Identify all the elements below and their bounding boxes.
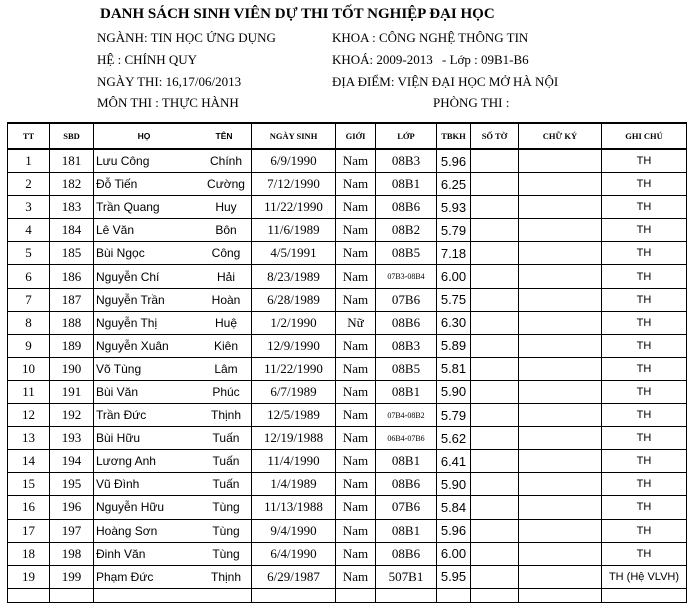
- cell-dob: 11/22/1990: [252, 196, 336, 219]
- cell-tbkh: 5.79: [437, 404, 471, 427]
- cell-sbd: 192: [50, 404, 94, 427]
- cell-sbd: 199: [50, 565, 94, 588]
- col-header-ghi-chu: GHI CHÚ: [602, 123, 687, 149]
- cell-ho: Nguyễn Thị: [96, 315, 158, 330]
- table-row: [8, 196, 687, 219]
- cell-ten: Tuấn: [212, 454, 240, 469]
- cell-class: 07B4-08B2: [376, 404, 437, 427]
- cell-class: 507B1: [376, 565, 437, 588]
- cell-ho: Bùi Hữu: [96, 431, 141, 446]
- cell-sbd: 185: [50, 242, 94, 265]
- cell-class: 08B2: [376, 219, 437, 242]
- cell-dob: 12/19/1988: [252, 427, 336, 450]
- table-row: [8, 473, 687, 496]
- cell-ten: Hoàn: [211, 292, 241, 307]
- cell-tt: 12: [8, 404, 50, 427]
- cohort-label: KHOÁ: 2009-2013: [332, 52, 433, 67]
- cell-sbd: 198: [50, 542, 94, 565]
- cell-so-to: [471, 219, 519, 242]
- cell-sbd: 184: [50, 219, 94, 242]
- cell-gender: Nam: [336, 357, 376, 380]
- cell-ghi-chu: TH (Hệ VLVH): [602, 565, 687, 588]
- cell-tt: 1: [8, 149, 50, 173]
- empty-cell: [336, 588, 376, 602]
- table-row: [8, 288, 687, 311]
- empty-cell: [471, 588, 519, 602]
- empty-row: [8, 588, 687, 602]
- cell-ho: Phạm Đức: [96, 569, 154, 584]
- cell-tt: 13: [8, 427, 50, 450]
- cell-so-to: [471, 450, 519, 473]
- cell-ghi-chu: TH: [602, 311, 687, 334]
- cell-so-to: [471, 196, 519, 219]
- empty-cell: [50, 588, 94, 602]
- table-row: [8, 357, 687, 380]
- cell-tbkh: 5.84: [437, 496, 471, 519]
- cell-gender: Nam: [336, 265, 376, 288]
- cell-chu-ky: [519, 450, 602, 473]
- cell-dob: 1/2/1990: [252, 311, 336, 334]
- cell-tt: 11: [8, 380, 50, 403]
- cell-class: 08B6: [376, 542, 437, 565]
- exam-date-label: NGÀY THI: 16,17/06/2013: [97, 74, 242, 89]
- cell-class: 08B6: [376, 311, 437, 334]
- cell-so-to: [471, 473, 519, 496]
- cell-ho: Nguyễn Chí: [96, 269, 160, 284]
- document-title: DANH SÁCH SINH VIÊN DỰ THI TỐT NGHIỆP ĐẠI HỌC: [100, 6, 495, 22]
- cell-ho: Bùi Ngọc: [96, 246, 145, 261]
- cell-ten: Kiên: [213, 338, 239, 353]
- col-header-ten: TÊN: [215, 131, 233, 141]
- cell-ghi-chu: TH: [602, 473, 687, 496]
- col-header-sbd: SBD: [50, 123, 94, 149]
- cell-sbd: 188: [50, 311, 94, 334]
- cell-ghi-chu: TH: [602, 404, 687, 427]
- cell-sbd: 195: [50, 473, 94, 496]
- cell-sbd: 187: [50, 288, 94, 311]
- cell-class: 07B6: [376, 496, 437, 519]
- cell-gender: Nam: [336, 149, 376, 173]
- table-row: [8, 542, 687, 565]
- cell-chu-ky: [519, 496, 602, 519]
- cell-so-to: [471, 404, 519, 427]
- cell-tt: 3: [8, 196, 50, 219]
- cell-tbkh: 7.18: [437, 242, 471, 265]
- cell-sbd: 197: [50, 519, 94, 542]
- cell-sbd: 194: [50, 450, 94, 473]
- cell-dob: 6/4/1990: [252, 542, 336, 565]
- cell-tbkh: 5.95: [437, 565, 471, 588]
- cell-chu-ky: [519, 265, 602, 288]
- cell-tbkh: 5.96: [437, 519, 471, 542]
- cell-tbkh: 5.90: [437, 380, 471, 403]
- table-row: [8, 450, 687, 473]
- major-label: NGÀNH: TIN HỌC ỨNG DỤNG: [97, 30, 276, 45]
- table-row: [8, 334, 687, 357]
- cell-gender: Nam: [336, 219, 376, 242]
- table-row: [8, 265, 687, 288]
- cell-chu-ky: [519, 219, 602, 242]
- cell-tt: 9: [8, 334, 50, 357]
- cell-gender: Nam: [336, 334, 376, 357]
- col-header-class: LỚP: [376, 123, 437, 149]
- cell-chu-ky: [519, 149, 602, 173]
- cell-gender: Nam: [336, 404, 376, 427]
- cell-dob: 12/9/1990: [252, 334, 336, 357]
- cell-class: 06B4-07B6: [376, 427, 437, 450]
- cell-so-to: [471, 427, 519, 450]
- cell-ho: Trần Quang: [96, 200, 160, 215]
- cell-gender: Nam: [336, 196, 376, 219]
- cell-tt: 18: [8, 542, 50, 565]
- cell-so-to: [471, 519, 519, 542]
- table-row: [8, 519, 687, 542]
- cell-dob: 6/9/1990: [252, 149, 336, 173]
- cell-so-to: [471, 242, 519, 265]
- cell-ho: Đỗ Tiến: [96, 177, 138, 192]
- cell-chu-ky: [519, 380, 602, 403]
- cell-name: [94, 288, 252, 311]
- cell-ghi-chu: TH: [602, 380, 687, 403]
- cell-name: [94, 242, 252, 265]
- cell-tbkh: 5.93: [437, 196, 471, 219]
- cell-tt: 16: [8, 496, 50, 519]
- cell-tt: 2: [8, 173, 50, 196]
- cell-so-to: [471, 311, 519, 334]
- cell-name: [94, 473, 252, 496]
- cell-so-to: [471, 149, 519, 173]
- cell-name: [94, 149, 252, 173]
- cell-name: [94, 450, 252, 473]
- cell-ten: Huy: [215, 200, 237, 215]
- cell-ten: Phúc: [212, 384, 240, 399]
- cell-ghi-chu: TH: [602, 219, 687, 242]
- col-header-dob: NGÀY SINH: [252, 123, 336, 149]
- cell-name: [94, 496, 252, 519]
- cell-tt: 17: [8, 519, 50, 542]
- cell-gender: Nam: [336, 288, 376, 311]
- cell-name: [94, 196, 252, 219]
- cell-class: 08B1: [376, 450, 437, 473]
- table-header-row: [8, 123, 687, 149]
- cell-tt: 14: [8, 450, 50, 473]
- cell-sbd: 181: [50, 149, 94, 173]
- cell-gender: Nam: [336, 473, 376, 496]
- cell-sbd: 182: [50, 173, 94, 196]
- cell-ghi-chu: TH: [602, 450, 687, 473]
- cell-dob: 7/12/1990: [252, 173, 336, 196]
- table-row: [8, 149, 687, 173]
- col-header-ho: HỌ: [137, 131, 151, 141]
- cell-tbkh: 6.30: [437, 311, 471, 334]
- cell-name: [94, 380, 252, 403]
- cell-ten: Tuấn: [212, 431, 240, 446]
- cell-so-to: [471, 173, 519, 196]
- cell-dob: 11/4/1990: [252, 450, 336, 473]
- table-row: [8, 380, 687, 403]
- cell-dob: 9/4/1990: [252, 519, 336, 542]
- cell-tt: 15: [8, 473, 50, 496]
- table-row: [8, 496, 687, 519]
- cell-sbd: 191: [50, 380, 94, 403]
- cell-ten: Tùng: [212, 523, 240, 538]
- empty-cell: [602, 588, 687, 602]
- cell-gender: Nam: [336, 542, 376, 565]
- cell-ghi-chu: TH: [602, 357, 687, 380]
- table-row: [8, 242, 687, 265]
- cell-class: 08B1: [376, 519, 437, 542]
- cell-chu-ky: [519, 473, 602, 496]
- cell-class: 08B5: [376, 357, 437, 380]
- cell-name: [94, 173, 252, 196]
- col-header-gender: GIỚI: [336, 123, 376, 149]
- cell-ho: Hoàng Sơn: [96, 523, 158, 538]
- cell-ghi-chu: TH: [602, 196, 687, 219]
- cell-tbkh: 5.90: [437, 473, 471, 496]
- cell-so-to: [471, 380, 519, 403]
- cell-so-to: [471, 357, 519, 380]
- empty-cell: [8, 588, 50, 602]
- table-row: [8, 219, 687, 242]
- empty-cell: [376, 588, 437, 602]
- empty-cell: [94, 588, 252, 602]
- cell-tbkh: 5.89: [437, 334, 471, 357]
- cell-gender: Nam: [336, 496, 376, 519]
- cell-ho: Lương Anh: [96, 454, 156, 469]
- class-label: - Lớp : 09B1-B6: [442, 52, 529, 67]
- faculty-label: KHOA : CÔNG NGHỆ THÔNG TIN: [332, 30, 529, 45]
- cell-dob: 11/6/1989: [252, 219, 336, 242]
- cell-name: [94, 565, 252, 588]
- cell-dob: 6/29/1987: [252, 565, 336, 588]
- cell-so-to: [471, 288, 519, 311]
- cell-dob: 6/7/1989: [252, 380, 336, 403]
- cell-ho: Vũ Đình: [96, 477, 140, 492]
- table-row: [8, 311, 687, 334]
- cell-chu-ky: [519, 311, 602, 334]
- cell-so-to: [471, 565, 519, 588]
- cell-chu-ky: [519, 565, 602, 588]
- cell-so-to: [471, 542, 519, 565]
- cell-class: 08B6: [376, 473, 437, 496]
- cell-tbkh: 6.41: [437, 450, 471, 473]
- table-row: [8, 427, 687, 450]
- cell-ghi-chu: TH: [602, 519, 687, 542]
- cell-tt: 6: [8, 265, 50, 288]
- col-header-tt: TT: [8, 123, 50, 149]
- cell-gender: Nam: [336, 173, 376, 196]
- cell-ten: Tùng: [212, 546, 240, 561]
- cell-class: 08B3: [376, 149, 437, 173]
- cell-tbkh: 5.81: [437, 357, 471, 380]
- cell-ho: Nguyễn Trần: [96, 292, 165, 307]
- cell-chu-ky: [519, 519, 602, 542]
- cell-ghi-chu: TH: [602, 149, 687, 173]
- cell-chu-ky: [519, 288, 602, 311]
- cell-gender: Nam: [336, 519, 376, 542]
- cell-ghi-chu: TH: [602, 542, 687, 565]
- cell-tbkh: 5.62: [437, 427, 471, 450]
- cell-sbd: 189: [50, 334, 94, 357]
- cell-so-to: [471, 334, 519, 357]
- cell-ten: Huệ: [214, 315, 237, 330]
- cell-tt: 5: [8, 242, 50, 265]
- cell-name: [94, 357, 252, 380]
- cell-ten: Công: [211, 246, 241, 261]
- cell-dob: 8/23/1989: [252, 265, 336, 288]
- cell-ten: Tùng: [212, 500, 240, 515]
- cell-name: [94, 519, 252, 542]
- cell-tbkh: 6.25: [437, 173, 471, 196]
- empty-cell: [437, 588, 471, 602]
- location-label: ĐỊA ĐIỂM: VIỆN ĐẠI HỌC MỞ HÀ NỘI: [332, 74, 559, 89]
- cell-ho: Nguyễn Hữu: [96, 500, 165, 515]
- exam-room-label: PHÒNG THI :: [433, 95, 510, 110]
- cell-tt: 19: [8, 565, 50, 588]
- cell-ghi-chu: TH: [602, 427, 687, 450]
- cell-tbkh: 5.96: [437, 149, 471, 173]
- cell-gender: Nam: [336, 380, 376, 403]
- cell-chu-ky: [519, 404, 602, 427]
- cell-ten: Lâm: [214, 361, 238, 376]
- empty-cell: [252, 588, 336, 602]
- cell-ho: Đinh Văn: [96, 546, 146, 561]
- cell-sbd: 196: [50, 496, 94, 519]
- cell-class: 08B5: [376, 242, 437, 265]
- table-row: [8, 404, 687, 427]
- cell-name: [94, 404, 252, 427]
- cell-gender: Nam: [336, 450, 376, 473]
- cell-name: [94, 334, 252, 357]
- cell-name: [94, 427, 252, 450]
- col-header-tbkh: TBKH: [437, 123, 471, 149]
- cell-name: [94, 219, 252, 242]
- cell-chu-ky: [519, 242, 602, 265]
- cell-so-to: [471, 265, 519, 288]
- cell-ho: Trần Đức: [96, 408, 147, 423]
- cell-ten: Hải: [216, 269, 235, 284]
- program-label: HỆ : CHÍNH QUY: [97, 52, 198, 67]
- cell-ten: Bôn: [215, 223, 237, 238]
- student-roster-table: [7, 122, 687, 603]
- cell-ghi-chu: TH: [602, 288, 687, 311]
- cell-tt: 7: [8, 288, 50, 311]
- cell-chu-ky: [519, 173, 602, 196]
- cell-dob: 12/5/1989: [252, 404, 336, 427]
- cell-tbkh: 6.00: [437, 542, 471, 565]
- exam-subject-label: MÔN THI : THỰC HÀNH: [97, 95, 239, 110]
- cell-sbd: 190: [50, 357, 94, 380]
- empty-cell: [519, 588, 602, 602]
- cell-ghi-chu: TH: [602, 334, 687, 357]
- cell-ho: Lê Văn: [96, 223, 135, 238]
- cell-ghi-chu: TH: [602, 265, 687, 288]
- cell-gender: Nam: [336, 242, 376, 265]
- cell-class: 08B1: [376, 173, 437, 196]
- cell-ho: Bùi Văn: [96, 384, 139, 399]
- cell-class: 07B6: [376, 288, 437, 311]
- cell-sbd: 183: [50, 196, 94, 219]
- col-header-chu-ky: CHỮ KÝ: [519, 123, 602, 149]
- cell-dob: 1/4/1989: [252, 473, 336, 496]
- cell-chu-ky: [519, 427, 602, 450]
- cell-tbkh: 5.75: [437, 288, 471, 311]
- cell-ten: Tuấn: [212, 477, 240, 492]
- cell-dob: 11/22/1990: [252, 357, 336, 380]
- cell-sbd: 186: [50, 265, 94, 288]
- cell-class: 08B6: [376, 196, 437, 219]
- cell-tt: 8: [8, 311, 50, 334]
- cell-ten: Thịnh: [210, 408, 242, 423]
- cell-class: 07B3-08B4: [376, 265, 437, 288]
- table-row: [8, 565, 687, 588]
- cell-sbd: 193: [50, 427, 94, 450]
- cell-dob: 4/5/1991: [252, 242, 336, 265]
- cell-gender: Nam: [336, 565, 376, 588]
- cell-dob: 11/13/1988: [252, 496, 336, 519]
- cell-tt: 10: [8, 357, 50, 380]
- table-row: [8, 173, 687, 196]
- col-header-so-to: SỐ TỜ: [471, 123, 519, 149]
- cell-tbkh: 6.00: [437, 265, 471, 288]
- cell-chu-ky: [519, 357, 602, 380]
- cell-class: 08B1: [376, 380, 437, 403]
- cell-so-to: [471, 496, 519, 519]
- cell-name: [94, 265, 252, 288]
- cell-dob: 6/28/1989: [252, 288, 336, 311]
- cell-tbkh: 5.79: [437, 219, 471, 242]
- cell-class: 08B3: [376, 334, 437, 357]
- cell-ho: Nguyễn Xuân: [96, 338, 169, 353]
- cell-ghi-chu: TH: [602, 173, 687, 196]
- cell-chu-ky: [519, 542, 602, 565]
- cell-chu-ky: [519, 196, 602, 219]
- cell-name: [94, 311, 252, 334]
- cell-ten: Chính: [209, 154, 243, 169]
- cell-ghi-chu: TH: [602, 242, 687, 265]
- cell-chu-ky: [519, 334, 602, 357]
- cell-gender: Nam: [336, 427, 376, 450]
- cell-ten: Thịnh: [210, 569, 242, 584]
- cell-ten: Cường: [207, 177, 245, 192]
- cell-ho: Võ Tùng: [96, 361, 142, 376]
- cell-ho: Lưu Công: [96, 154, 150, 169]
- cell-name: [94, 542, 252, 565]
- cell-tt: 4: [8, 219, 50, 242]
- cell-ghi-chu: TH: [602, 496, 687, 519]
- col-header-name: [94, 123, 252, 149]
- cell-gender: Nữ: [336, 311, 376, 334]
